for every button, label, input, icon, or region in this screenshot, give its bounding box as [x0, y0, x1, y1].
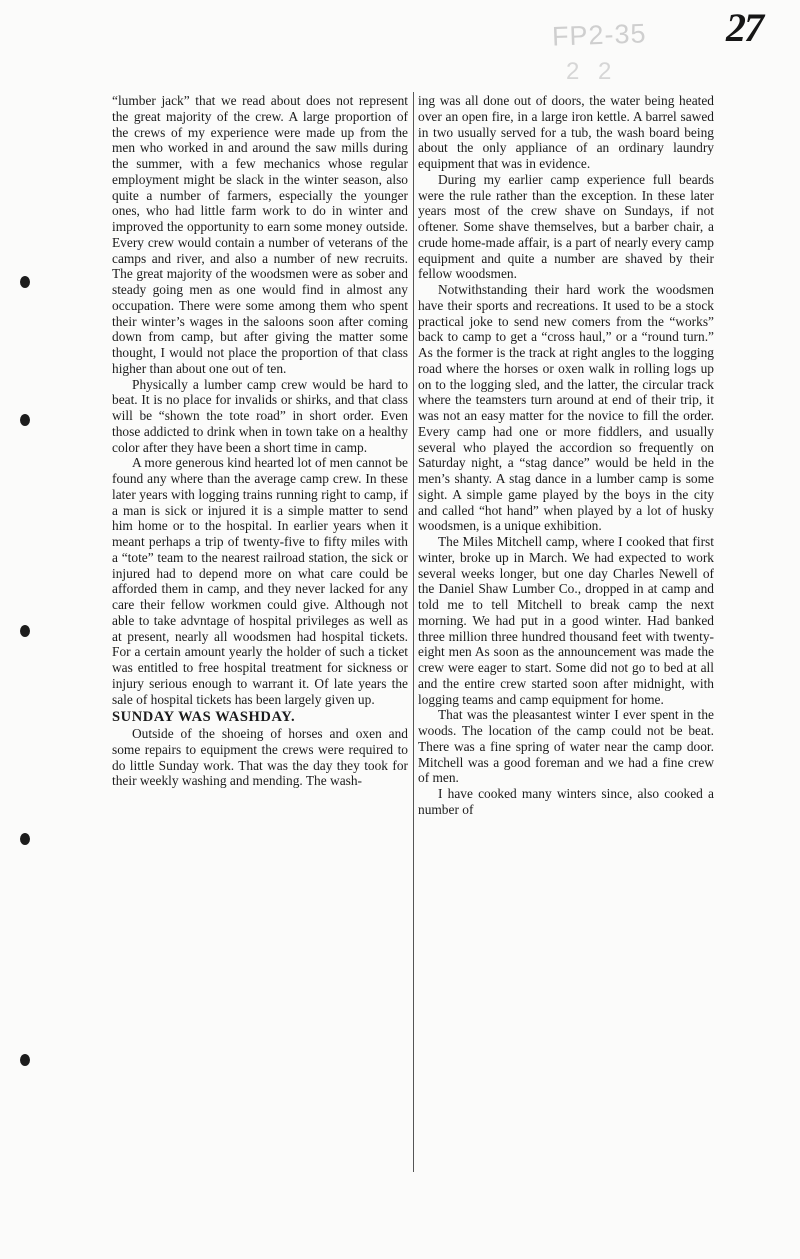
paragraph: “lumber jack” that we read about does not represent the great majority of the crew. A large proportion of the crews of my experience were made up from the men who worked in and around the saw mills during the summer, with a few mechanics whose regular employment might be slack in the winter season, also quite a number of farmers, especially the younger ones, who had little farm work to do in winter and improved the opportunity to earn some money outside. Every crew would contain a number of veterans of the camps and river, and also a number of new recruits. The great majority of the woodsmen were as sober and steady going men as one would find in almost any occupation. There were some among them who spent their winter’s wages in the saloons soon after coming down from camp, but after giving the matter some thought, I would not place the proportion of that class higher than about one out of ten.	[112, 93, 408, 376]
punch-hole	[20, 833, 30, 845]
left-column	[112, 93, 408, 1183]
right-column	[418, 93, 714, 1183]
paragraph: A more generous kind hearted lot of men cannot be found any where than the average camp crew. In these later years with logging trains running right to camp, if a man is sick or injured it is a simple matter to send him home or to the hospital. In earlier years when it meant perhaps a trip of twenty-five to fifty miles with a “tote” team to the nearest railroad station, the sick or injured had to depend more on what care could be afforded them in camp, and they never lacked for any care their fellow workmen could give. Although not able to take advntage of hospital privileges as well as at present, nearly all woodsmen had hospital tickets. For a certain amount yearly the holder of such a ticket was entitled to free hospital treatment for sickness or injury serious enough to warrant it. Of late years the sale of hospital tickets has been largely given up.	[112, 455, 408, 707]
section-heading: SUNDAY WAS WASHDAY.	[112, 709, 296, 726]
paragraph: Outside of the shoeing of horses and oxen and some repairs to equipment the crews were required to do little Sunday work. That was the day they took for their weekly washing and mending. The wash-	[112, 726, 408, 789]
paragraph: I have cooked many winters since, also cooked a number of	[418, 786, 714, 817]
paragraph: ing was all done out of doors, the water being heated over an open fire, in a large iron kettle. A barrel sawed in two usually served for a tub, the wash board being about the only appliance of an ordinary laundry equipment that was in evidence.	[418, 93, 714, 171]
archive-stamp: FP2-35	[551, 18, 648, 52]
paragraph: Notwithstanding their hard work the woodsmen have their sports and recreations. It used to be a stock practical joke to send new comers from the “works” back to camp to get a “cross haul,” or a “round turn.” As the former is the track at right angles to the logging road where the horses or oxen walk in rolling logs up on to the logging sled, and the latter, the circular track where the teamsters turn around at end of their trip, it was not an easy matter for the novice to fill the order. Every camp had one or more fiddlers, and usually several who played the accordion so frequently on Saturday night, a “stag dance” would be held in the men’s shanty. A stag dance in a lumber camp is some sight. A simple game played by the boys in the city and called “hot hand” when played by a lot of husky woodsmen, is a unique exhibition.	[418, 282, 714, 534]
column-divider	[413, 92, 414, 1172]
paragraph: That was the pleasantest winter I ever spent in the woods. The location of the camp could not be beat. There was a fine spring of water near the camp door. Mitchell was a good foreman and we had a fine crew of men.	[418, 707, 714, 786]
paragraph: During my earlier camp experience full beards were the rule rather than the exception. In these later years most of the crew shave on Sundays, if not oftener. Some shave themselves, but a barber chair, a crude home-made affair, is a part of nearly every camp equipment and quite a number are shaved by their fellow woodsmen.	[418, 171, 714, 282]
archive-stamp-sub: 2 2	[566, 58, 618, 85]
punch-hole	[20, 1054, 30, 1066]
punch-hole	[20, 414, 30, 426]
page-number: 27	[726, 5, 762, 50]
paragraph: Physically a lumber camp crew would be hard to beat. It is no place for invalids or shirks, and that class will be “shown the tote road” in short order. Even those addicted to drink when in town take on a healthy color after they have been a short time in camp.	[112, 376, 408, 455]
paragraph: The Miles Mitchell camp, where I cooked that first winter, broke up in March. We had expected to work several weeks longer, but one day Charles Newell of the Daniel Shaw Lumber Co., dropped in at camp and told me to tell Mitchell to break camp the next morning. We had put in a good winter. Had banked three million three hundred thousand feet with twenty-eight men As soon as the announcement was made the crew were eager to start. Some did not go to bed at all and the entire crew started soon after midnight, with logging teams and camp equipment for home.	[418, 534, 714, 707]
punch-hole	[20, 276, 30, 288]
punch-hole	[20, 625, 30, 637]
